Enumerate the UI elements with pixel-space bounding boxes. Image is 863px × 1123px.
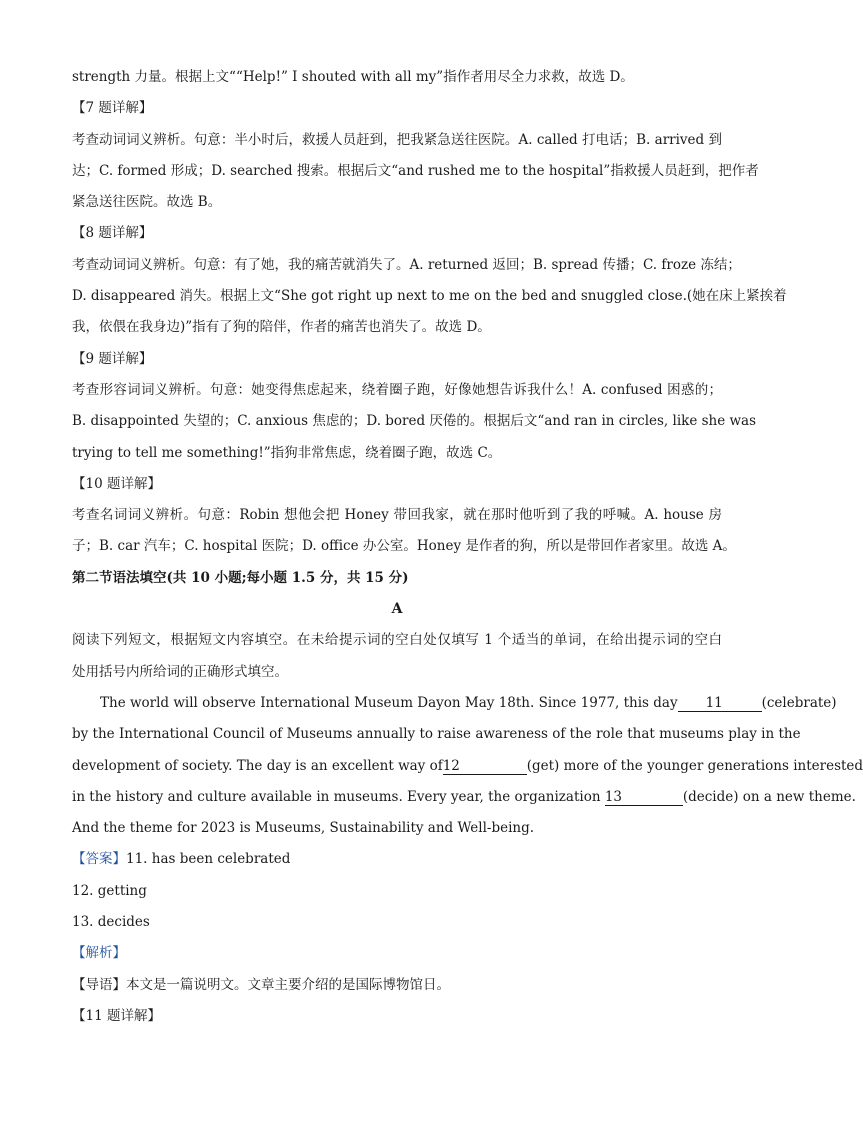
passage-line: And the theme for 2023 is Museums, Sustainability and Well-being.: [72, 820, 535, 837]
text-line: 子；B. car 汽车；C. hospital 医院；D. office 办公室。Honey 是作者的狗，所以是带回作者家里。故选 A。: [72, 538, 736, 555]
passage-text: in the history and culture available in museums. Every year, the organization: [72, 788, 601, 805]
passage-text: (get) more of the younger generations interested: [526, 757, 863, 774]
answer-label: 【答案】: [72, 851, 126, 868]
blank-11: 11: [678, 695, 762, 712]
instructions-line: 处用括号内所给词的正确形式填空。: [72, 663, 288, 680]
question-heading-10: 【10 题详解】: [72, 475, 161, 492]
text-line: B. disappointed 失望的；C. anxious 焦虑的；D. bored 厌倦的。根据后文“and ran in circles, like she was: [72, 413, 757, 430]
question-heading-7: 【7 题详解】: [72, 100, 153, 117]
question-heading-9: 【9 题详解】: [72, 350, 153, 367]
question-heading-8: 【8 题详解】: [72, 225, 153, 242]
passage-line: by the International Council of Museums annually to raise awareness of the role that museums play in the: [72, 726, 801, 743]
text-line: 我，依偎在我身边)”指有了狗的陪伴，作者的痛苦也消失了。故选 D。: [72, 319, 491, 336]
guide-label: 【导语】: [72, 976, 126, 993]
answer-line: 12. getting: [72, 882, 147, 899]
text-line: trying to tell me something!”指狗非常焦虑，绕着圈子跑，故选 C。: [72, 444, 502, 461]
blank-13: 13: [605, 789, 683, 806]
text-line: 紧急送往医院。故选 B。: [72, 194, 222, 211]
text-line: D. disappeared 消失。根据上文“She got right up next to me on the bed and snuggled close.(她在床上紧挨着: [72, 288, 787, 305]
part-title: A: [391, 601, 403, 618]
text-line: 考查动词词义辨析。句意：有了她，我的痛苦就消失了。A. returned 返回；B. spread 传播；C. froze 冻结；: [72, 256, 741, 273]
text-line: 考查动词词义辨析。句意：半小时后，救援人员赶到，把我紧急送往医院。A. called 打电话；B. arrived 到: [72, 131, 722, 148]
question-heading-11: 【11 题详解】: [72, 1007, 161, 1024]
text-line: strength 力量。根据上文““Help!” I shouted with all my”指作者用尽全力求救，故选 D。: [72, 69, 634, 85]
passage-text: (celebrate): [761, 694, 837, 711]
passage-text: development of society. The day is an excellent way of: [72, 757, 443, 774]
guide-line: [72, 970, 722, 1001]
text-line: 达；C. formed 形成；D. searched 搜索。根据后文“and rushed me to the hospital”指救援人员赶到，把作者: [72, 162, 759, 179]
analysis-label: 【解析】: [72, 945, 126, 962]
instructions-line: 阅读下列短文，根据短文内容填空。在未给提示词的空白处仅填写 1 个适当的单词，在给出提示词的空白: [72, 632, 722, 649]
passage-line: [72, 688, 837, 719]
guide-text: 本文是一篇说明文。文章主要介绍的是国际博物馆日。: [126, 976, 450, 993]
passage-text: (decide) on a new theme.: [682, 788, 856, 805]
passage-line: [72, 782, 856, 813]
section-title: 第二节语法填空(共 10 小题;每小题 1.5 分，共 15 分): [72, 569, 409, 586]
answer-line: [72, 844, 722, 875]
passage-text: The world will observe International Museum Dayon May 18th. Since 1977, this day: [100, 694, 678, 711]
text-line: 考查形容词词义辨析。句意：她变得焦虑起来，绕着圈子跑，好像她想告诉我什么！A. confused 困惑的；: [72, 381, 722, 398]
answer-text: 11. has been celebrated: [126, 851, 291, 868]
passage-line: [72, 751, 863, 782]
blank-12: 12: [443, 758, 527, 775]
text-line: 考查名词词义辨析。句意：Robin 想他会把 Honey 带回我家，就在那时他听到了我的呼喊。A. house 房: [72, 507, 722, 524]
document-page: [72, 62, 863, 1032]
answer-line: 13. decides: [72, 914, 150, 931]
